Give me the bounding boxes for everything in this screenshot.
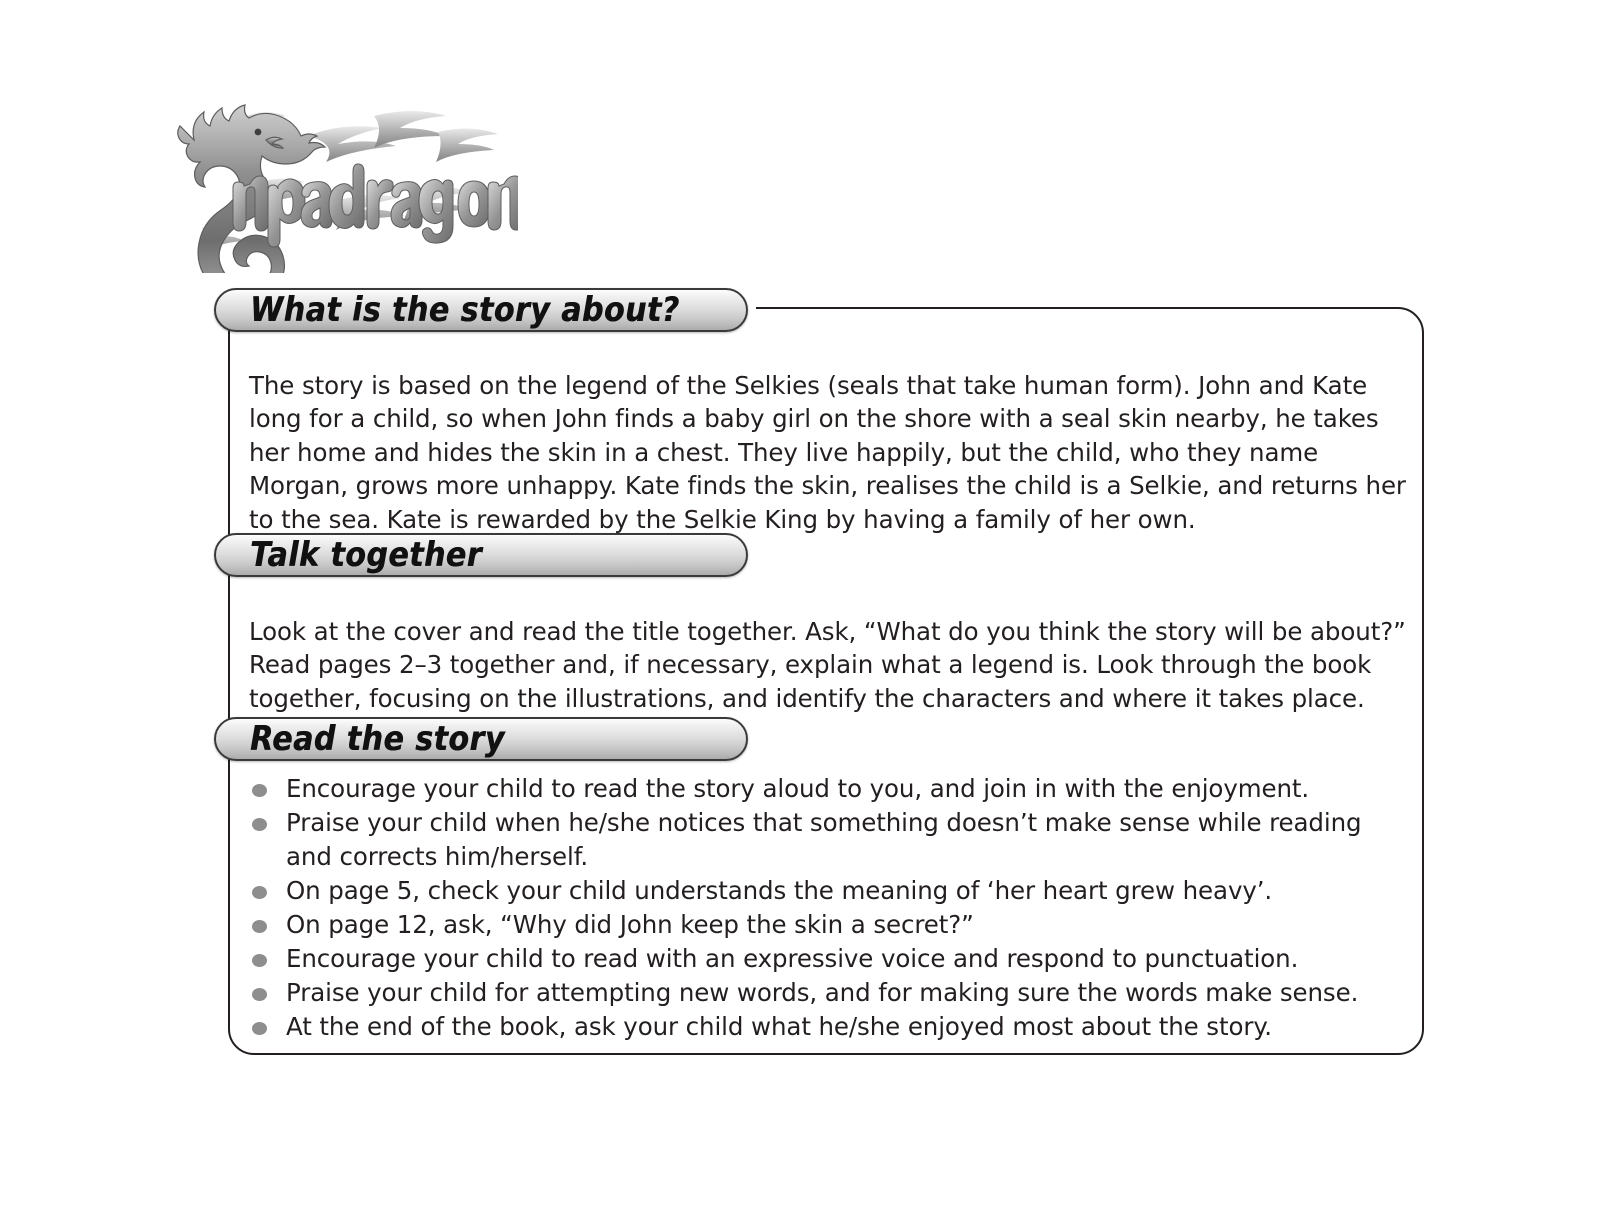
read-the-story-bullet-list: [249, 772, 1409, 1044]
talk-together-paragraph: Look at the cover and read the title together. Ask, “What do you think the story will be about?” Read pages 2–3 together and, if necessary, explain what a legend is. Look through the book together, focusing on the illustrations, and identify the characters and where it takes place.: [249, 616, 1406, 713]
snapdragons-logo-artwork: [138, 88, 518, 273]
story-summary-paragraph: The story is based on the legend of the Selkies (seals that take human form). John and Kate long for a child, so when John finds a baby girl on the shore with a seal skin nearby, he takes her home and hides the skin in a chest. They live happily, but the child, who they name Morgan, grows more unhappy. Kate finds the skin, realises the child is a Selkie, and returns her to the sea. Kate is rewarded by the Selkie King by having a family of her own.: [249, 370, 1406, 534]
list-item-text: On page 12, ask, “Why did John keep the skin a secret?”: [286, 909, 974, 939]
list-item: [249, 874, 1409, 908]
list-item-text: On page 5, check your child understands the meaning of ‘her heart grew heavy’.: [286, 875, 1273, 905]
bullet-dot-icon: [252, 886, 267, 899]
list-item: [249, 976, 1409, 1010]
list-item-text: At the end of the book, ask your child what he/she enjoyed most about the story.: [286, 1011, 1272, 1041]
section-heading-label: Talk together: [250, 535, 482, 575]
list-item-text: Praise your child when he/she notices that something doesn’t make sense while reading and corrects him/herself.: [286, 808, 1362, 871]
list-item: [249, 942, 1409, 976]
bullet-dot-icon: [252, 818, 267, 831]
list-item-text: Encourage your child to read with an expressive voice and respond to punctuation.: [286, 943, 1299, 973]
section-heading-read-the-story: [214, 717, 748, 761]
bullet-dot-icon: [252, 954, 267, 967]
list-item-text: Encourage your child to read the story aloud to you, and join in with the enjoyment.: [286, 774, 1310, 803]
snapdragons-logo: [138, 88, 518, 273]
section-heading-talk-together: [214, 533, 748, 577]
list-item: [249, 1010, 1409, 1044]
bullet-dot-icon: [252, 988, 267, 1001]
section-heading-label: Read the story: [250, 719, 505, 759]
snapdragons-wordmark-letters: [233, 164, 518, 247]
bullet-dot-icon: [252, 784, 267, 797]
list-item: [249, 806, 1409, 873]
list-item-text: Praise your child for attempting new words, and for making sure the words make sense.: [286, 977, 1359, 1007]
section-heading-what-is-the-story-about: [214, 288, 748, 332]
list-item: [249, 908, 1409, 942]
list-item: [249, 772, 1409, 806]
section-heading-label: What is the story about?: [250, 290, 680, 330]
bullet-dot-icon: [252, 920, 267, 933]
bullet-dot-icon: [252, 1022, 267, 1035]
